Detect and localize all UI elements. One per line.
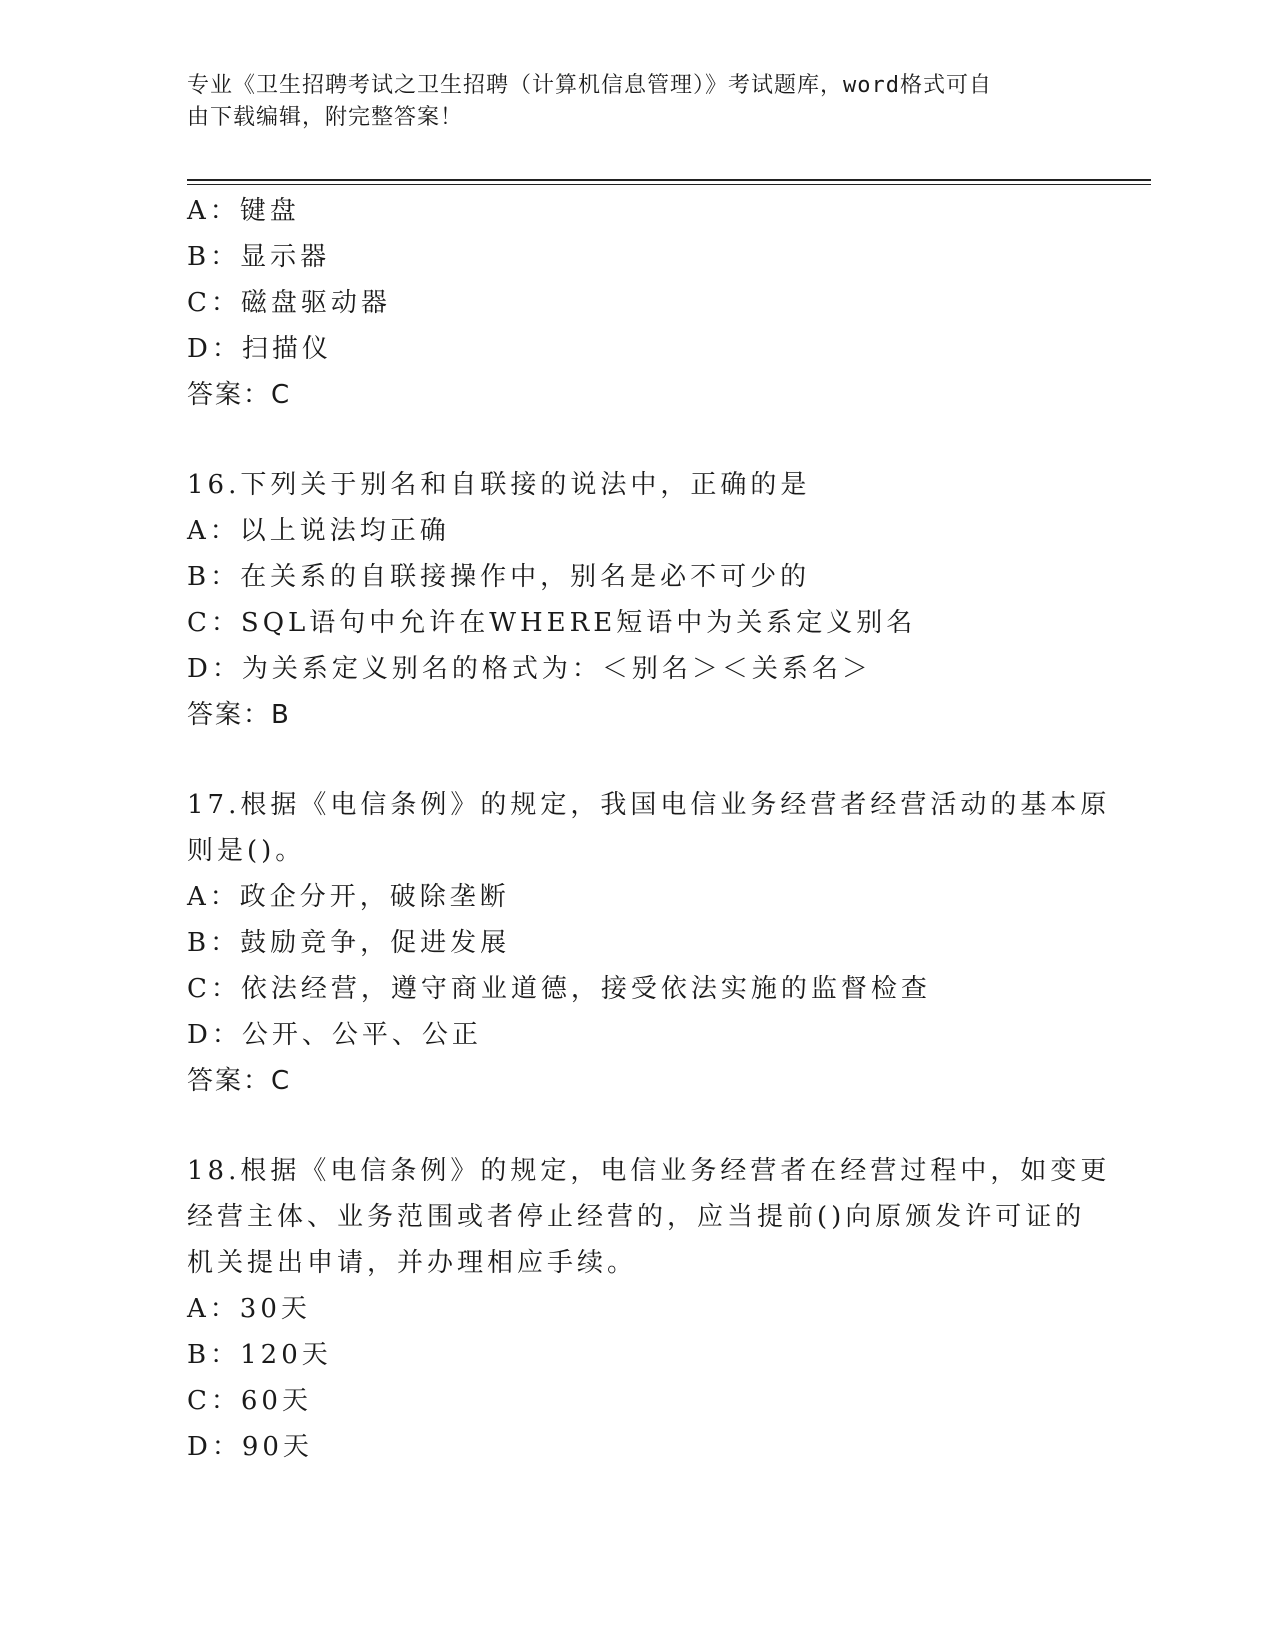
option-c: C：60天 <box>187 1386 312 1416</box>
document-header <box>187 70 1067 134</box>
option-b: B：鼓励竞争，促进发展 <box>187 928 511 958</box>
option-a: A：键盘 <box>187 196 300 226</box>
header-divider-thick <box>187 179 1151 181</box>
option-d: D：为关系定义别名的格式为：＜别名＞＜关系名＞ <box>187 654 872 684</box>
option-c: C：SQL语句中允许在WHERE短语中为关系定义别名 <box>187 608 917 638</box>
option-c: C：磁盘驱动器 <box>187 288 391 318</box>
answer-line: 答案：C <box>187 380 292 410</box>
question-17 <box>187 782 1111 1104</box>
option-d: D：公开、公平、公正 <box>187 1020 482 1050</box>
question-stem: 17.根据《电信条例》的规定，我国电信业务经营者经营活动的基本原 <box>187 790 1111 820</box>
answer-line: 答案：C <box>187 1066 292 1096</box>
question-stem: 18.根据《电信条例》的规定，电信业务经营者在经营过程中，如变更 <box>187 1156 1111 1186</box>
question-stem-cont: 则是()。 <box>187 836 306 866</box>
question-15 <box>187 188 1087 418</box>
option-d: D：90天 <box>187 1432 313 1462</box>
header-line-2: 由下载编辑，附完整答案！ <box>187 105 464 130</box>
option-a: A：政企分开，破除垄断 <box>187 882 510 912</box>
option-b: B：显示器 <box>187 242 331 272</box>
question-18 <box>187 1148 1111 1470</box>
option-b: B：在关系的自联接操作中，别名是必不可少的 <box>187 562 811 592</box>
question-stem-cont: 机关提出申请，并办理相应手续。 <box>187 1248 638 1278</box>
question-16 <box>187 462 1087 738</box>
question-stem: 16.下列关于别名和自联接的说法中，正确的是 <box>187 470 811 500</box>
header-divider-thin <box>187 184 1151 185</box>
option-b: B：120天 <box>187 1340 332 1370</box>
option-d: D：扫描仪 <box>187 334 332 364</box>
option-c: C：依法经营，遵守商业道德，接受依法实施的监督检查 <box>187 974 931 1004</box>
question-list <box>187 188 1111 1470</box>
option-a: A：30天 <box>187 1294 311 1324</box>
answer-line: 答案：B <box>187 700 291 730</box>
header-line-1: 专业《卫生招聘考试之卫生招聘（计算机信息管理）》考试题库，word格式可自 <box>187 73 992 98</box>
question-stem-cont: 经营主体、业务范围或者停止经营的，应当提前()向原颁发许可证的 <box>187 1202 1086 1232</box>
option-a: A：以上说法均正确 <box>187 516 450 546</box>
